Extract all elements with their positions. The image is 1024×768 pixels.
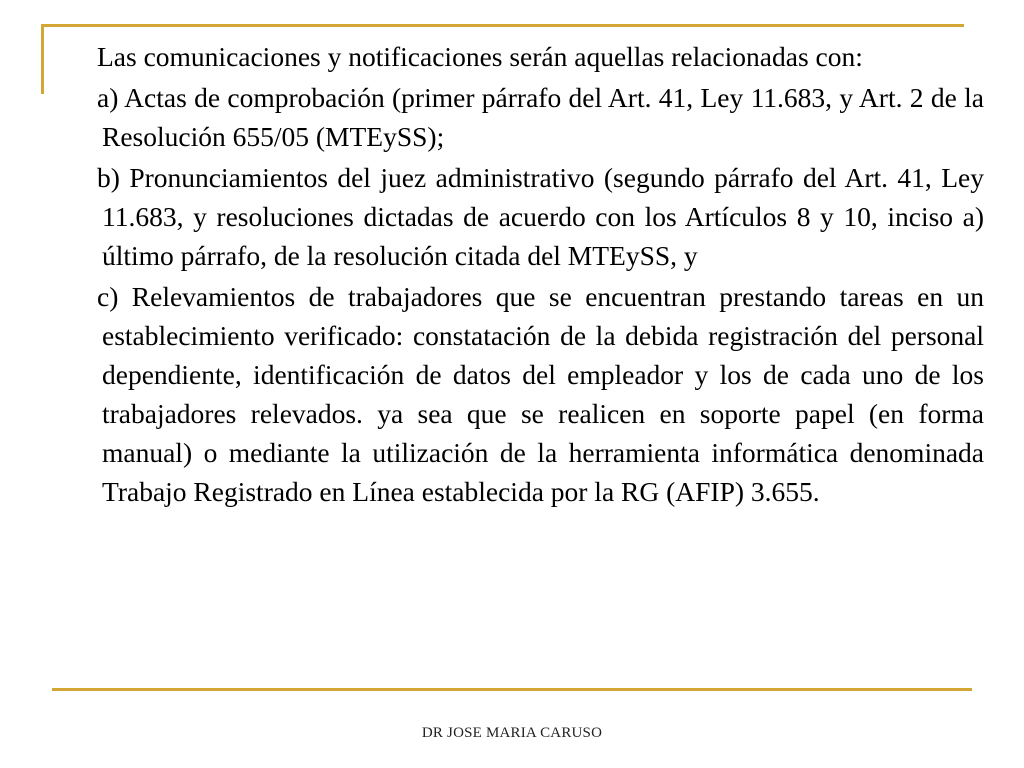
top-border-line (44, 24, 964, 27)
paragraph-item-c: c) Relevamientos de trabajadores que se encuentran prestando tareas en un establecimiento verificado: constatación de la debida registración del personal dependiente, identificación de datos del empleador y los de cada uno de los trabajadores relevados. ya sea que se realicen en soporte papel (en forma manual) o mediante la utilización de la herramienta informática denominada Trabajo Registrado en Línea establecida por la RG (AFIP) 3.655. (97, 281, 984, 507)
footer-author: DR JOSE MARIA CARUSO (421, 725, 603, 741)
paragraph-intro: Las comunicaciones y notificaciones serán aquellas relacionadas con: (97, 41, 863, 72)
paragraph-item-a: a) Actas de comprobación (primer párrafo del Art. 41, Ley 11.683, y Art. 2 de la Resolución 655/05 (MTEySS); (97, 82, 984, 152)
paragraph-item-b: b) Pronunciamientos del juez administrativo (segundo párrafo del Art. 41, Ley 11.683, y resoluciones dictadas de acuerdo con los Artículos 8 y 10, inciso a) último párrafo, de la resolución citada del MTEySS, y (97, 162, 984, 271)
bottom-border-line (52, 688, 972, 691)
slide-body (80, 37, 984, 513)
left-border-line (41, 24, 44, 94)
